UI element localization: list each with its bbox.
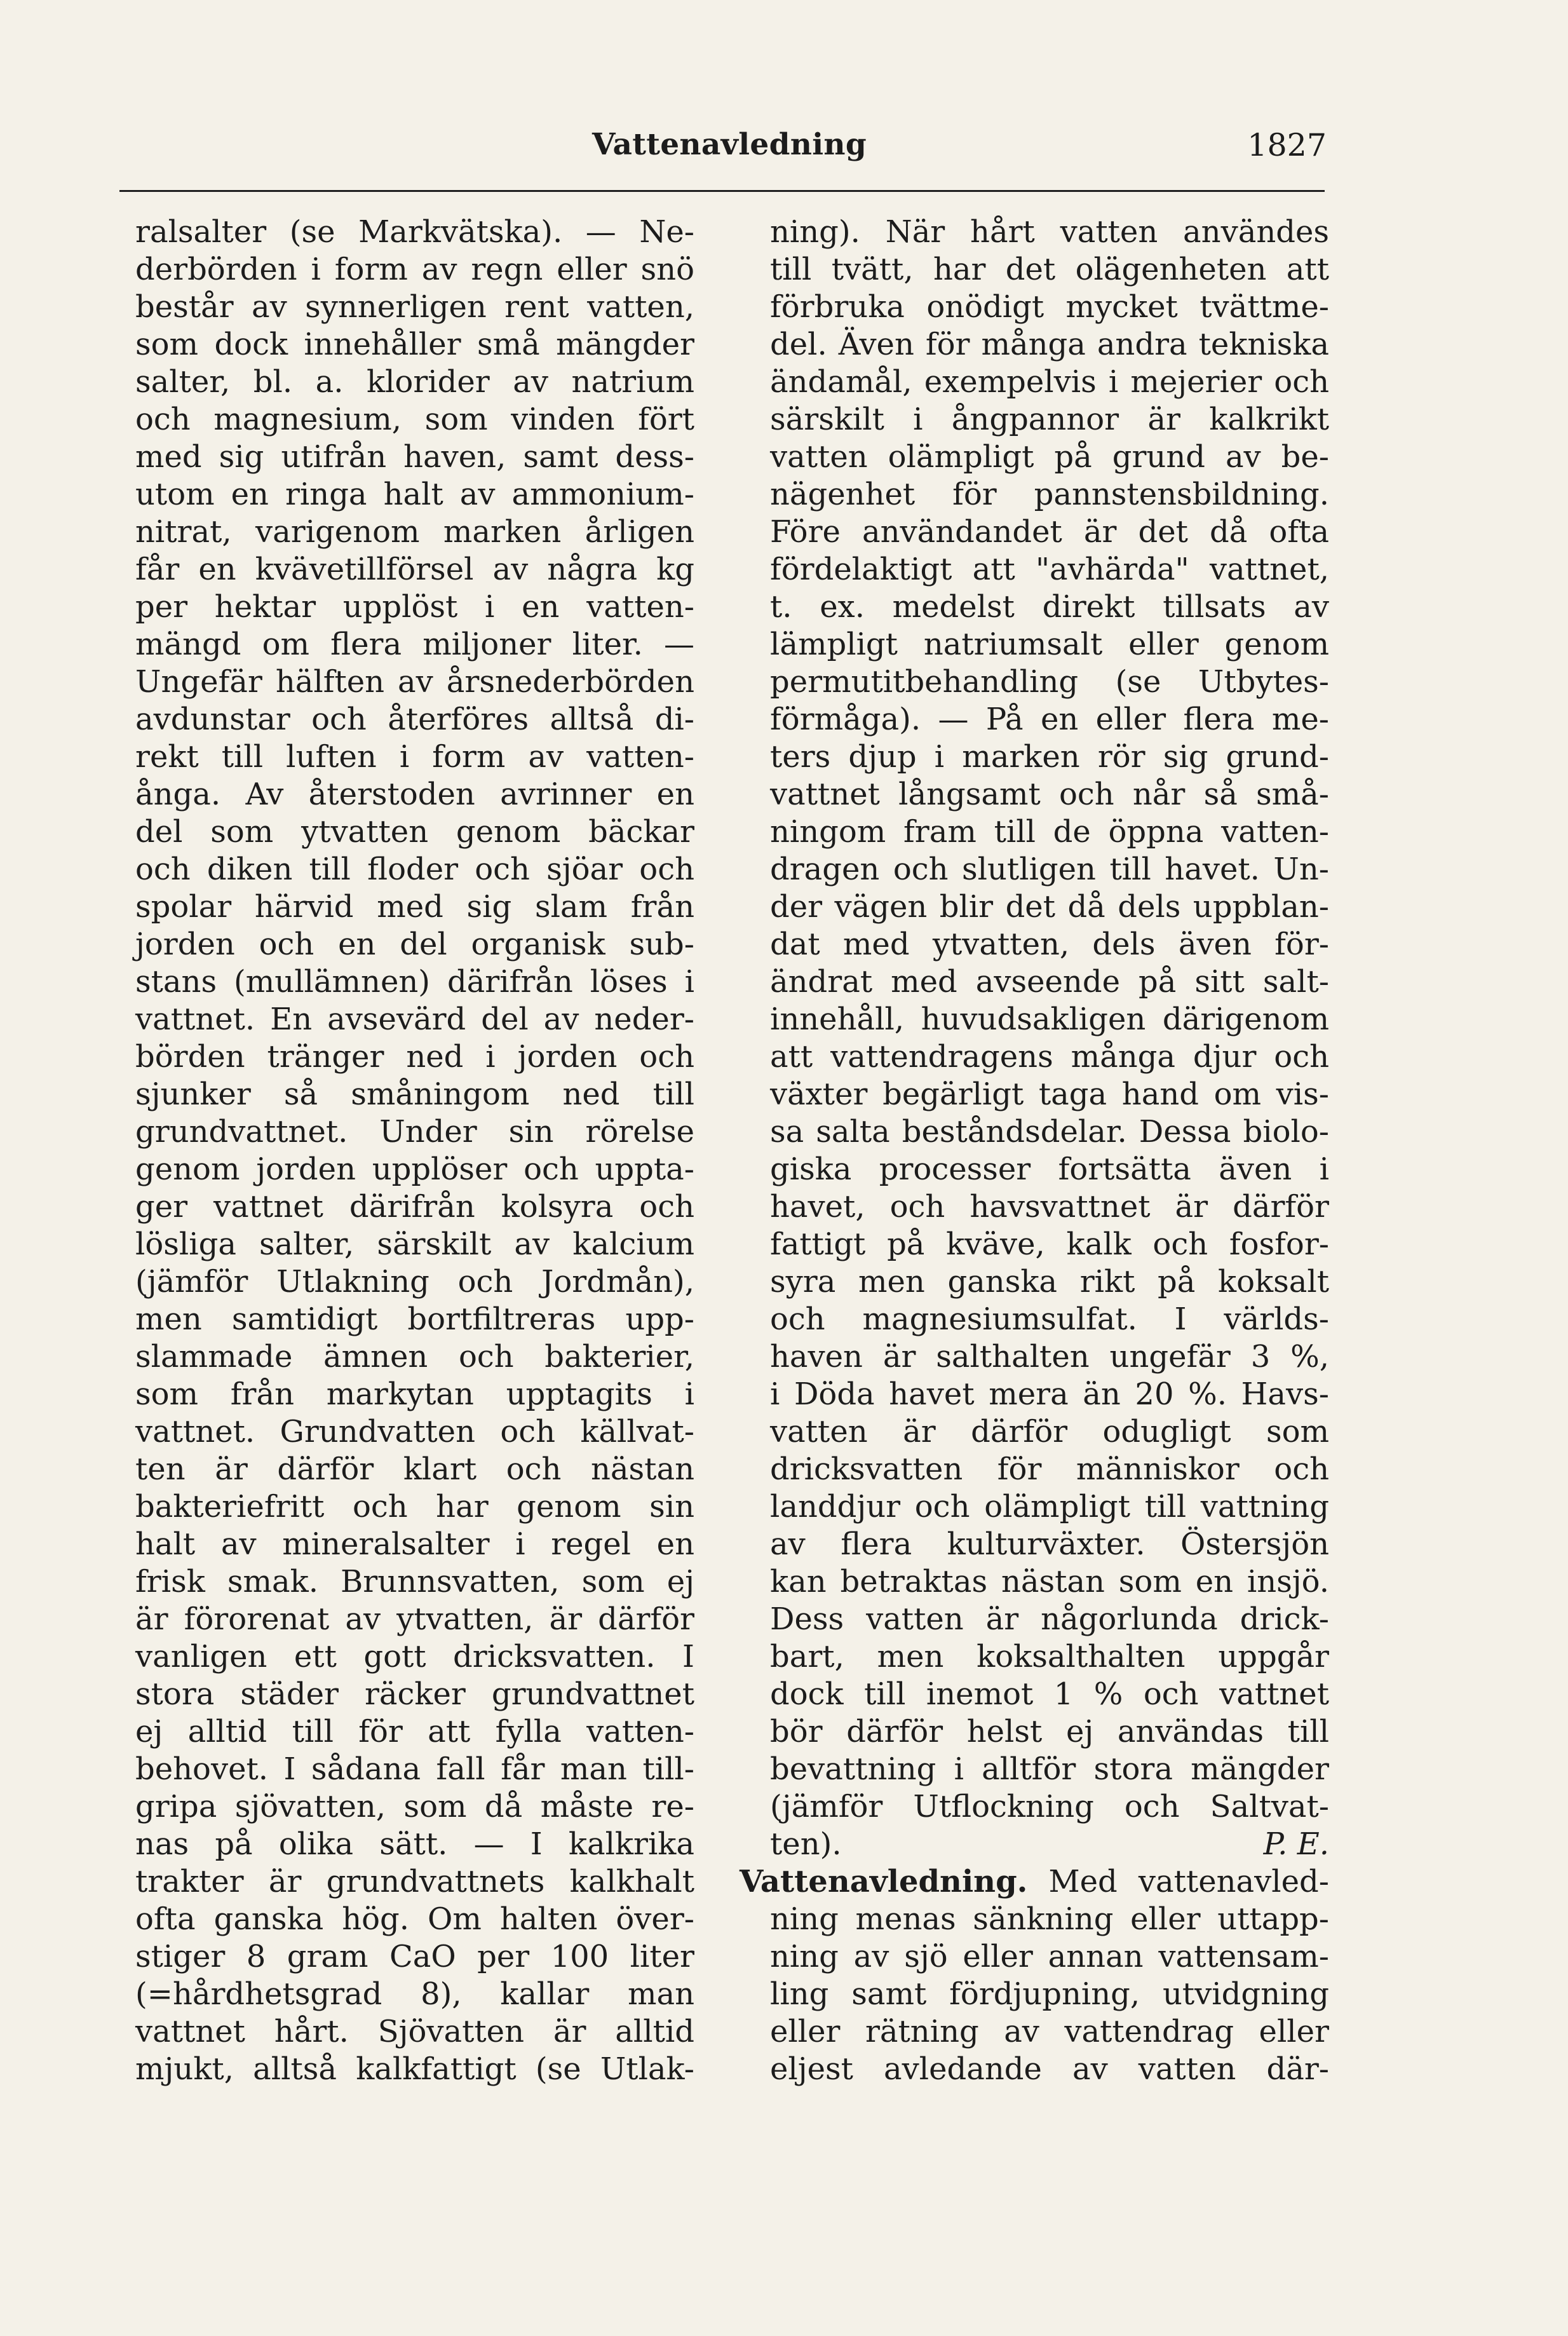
text-line: ånga. Av återstoden avrinner en: [135, 777, 694, 812]
text-line: ger vattnet därifrån kolsyra och: [135, 1189, 694, 1225]
text-line: särskilt i ångpannor är kalkrikt: [770, 402, 1329, 437]
text-line: utom en ringa halt av ammonium-: [135, 477, 694, 512]
text-line: dock till inemot 1 % och vattnet: [770, 1676, 1329, 1712]
text-line: der vägen blir det då dels uppblan-: [770, 889, 1329, 925]
text-line: t. ex. medelst direkt tillsats av: [770, 589, 1329, 625]
left-column: [135, 214, 694, 2088]
right-column: [740, 214, 1329, 2088]
text-line: sa salta beståndsdelar. Dessa biolo-: [770, 1114, 1329, 1150]
text-line: behovet. I sådana fall får man till-: [135, 1751, 694, 1787]
text-line: avdunstar och återföres alltså di-: [135, 702, 694, 737]
text-line: ten är därför klart och nästan: [135, 1451, 694, 1487]
text-line: ning). När hårt vatten användes: [770, 214, 1329, 250]
text-line: dat med ytvatten, dels även för-: [770, 927, 1329, 962]
text-line: Dess vatten är någorlunda drick-: [770, 1601, 1329, 1637]
text-line: genom jorden upplöser och uppta-: [135, 1151, 694, 1187]
text-line: giska processer fortsätta även i: [770, 1151, 1329, 1187]
text-line: permutitbehandling (se Utbytes-: [770, 664, 1329, 700]
text-line: eljest avledande av vatten där-: [770, 2051, 1329, 2087]
text-line: nitrat, varigenom marken årligen: [135, 514, 694, 550]
signature-line-text: ten).: [770, 1826, 842, 1862]
text-line: i Döda havet mera än 20 %. Havs-: [770, 1376, 1329, 1412]
text-line: består av synnerligen rent vatten,: [135, 289, 694, 325]
text-line: men samtidigt bortfiltreras upp-: [135, 1301, 694, 1337]
text-line: bevattning i alltför stora mängder: [770, 1751, 1329, 1787]
text-line: och magnesiumsulfat. I världs-: [770, 1301, 1329, 1337]
entry-first-line-text: Med vattenavled-: [1048, 1864, 1329, 1899]
text-line: derbörden i form av regn eller snö: [135, 252, 694, 287]
text-line: vattnet hårt. Sjövatten är alltid: [135, 2014, 694, 2049]
text-line: (=hårdhetsgrad 8), kallar man: [135, 1976, 694, 2012]
text-line: ralsalter (se Markvätska). — Ne-: [135, 214, 694, 250]
text-line: lämpligt natriumsalt eller genom: [770, 627, 1329, 662]
text-line: och magnesium, som vinden fört: [135, 402, 694, 437]
text-line: som från markytan upptagits i: [135, 1376, 694, 1412]
text-line: ters djup i marken rör sig grund-: [770, 739, 1329, 775]
text-line: bart, men koksalthalten uppgår: [770, 1639, 1329, 1674]
text-line: lösliga salter, särskilt av kalcium: [135, 1226, 694, 1262]
text-line: dricksvatten för människor och: [770, 1451, 1329, 1487]
text-line: sjunker så småningom ned till: [135, 1076, 694, 1112]
text-line: stiger 8 gram CaO per 100 liter: [135, 1939, 694, 1974]
text-line: ofta ganska hög. Om halten över-: [135, 1901, 694, 1937]
text-line: får en kvävetillförsel av några kg: [135, 552, 694, 587]
text-line: börden tränger ned i jorden och: [135, 1039, 694, 1075]
text-line: fattigt på kväve, kalk och fosfor-: [770, 1226, 1329, 1262]
text-line: förmåga). — På en eller flera me-: [770, 702, 1329, 737]
text-line: kan betraktas nästan som en insjö.: [770, 1564, 1329, 1599]
text-line: fördelaktigt att "avhärda" vattnet,: [770, 552, 1329, 587]
text-line: grundvattnet. Under sin rörelse: [135, 1114, 694, 1150]
text-line: del som ytvatten genom bäckar: [135, 814, 694, 850]
text-line: spolar härvid med sig slam från: [135, 889, 694, 925]
text-line: frisk smak. Brunnsvatten, som ej: [135, 1564, 694, 1599]
text-line: stora städer räcker grundvattnet: [135, 1676, 694, 1712]
text-line: mjukt, alltså kalkfattigt (se Utlak-: [135, 2051, 694, 2087]
text-line: innehåll, huvudsakligen därigenom: [770, 1002, 1329, 1037]
text-line: eller rätning av vattendrag eller: [770, 2014, 1329, 2049]
text-line: är förorenat av ytvatten, är därför: [135, 1601, 694, 1637]
text-line: vatten olämpligt på grund av be-: [770, 439, 1329, 475]
running-head: Vattenavledning: [592, 127, 867, 162]
text-line: av flera kulturväxter. Östersjön: [770, 1526, 1329, 1562]
signature-line: [770, 1826, 1329, 1863]
text-line: vanligen ett gott dricksvatten. I: [135, 1639, 694, 1674]
text-line: nas på olika sätt. — I kalkrika: [135, 1826, 694, 1862]
text-line: havet, och havsvattnet är därför: [770, 1189, 1329, 1225]
author-signature: P. E.: [1263, 1826, 1329, 1862]
entry-headword: Vattenavledning.: [740, 1864, 1028, 1899]
text-line: syra men ganska rikt på koksalt: [770, 1264, 1329, 1300]
text-line: Före användandet är det då ofta: [770, 514, 1329, 550]
text-line: ningom fram till de öppna vatten-: [770, 814, 1329, 850]
text-line: trakter är grundvattnets kalkhalt: [135, 1864, 694, 1899]
text-line: dragen och slutligen till havet. Un-: [770, 852, 1329, 887]
text-line: stans (mullämnen) därifrån löses i: [135, 964, 694, 1000]
text-line: gripa sjövatten, som då måste re-: [135, 1789, 694, 1824]
text-line: slammade ämnen och bakterier,: [135, 1339, 694, 1375]
text-line: Ungefär hälften av årsnederbörden: [135, 664, 694, 700]
text-line: nägenhet för pannstensbildning.: [770, 477, 1329, 512]
text-line: med sig utifrån haven, samt dess-: [135, 439, 694, 475]
text-line: till tvätt, har det olägenheten att: [770, 252, 1329, 287]
entry-body: [770, 1901, 1329, 2088]
text-line: ej alltid till för att fylla vatten-: [135, 1714, 694, 1749]
text-line: per hektar upplöst i en vatten-: [135, 589, 694, 625]
text-line: ning av sjö eller annan vattensam-: [770, 1939, 1329, 1974]
text-line: förbruka onödigt mycket tvättme-: [770, 289, 1329, 325]
right-column-body: [770, 214, 1329, 1826]
text-line: haven är salthalten ungefär 3 %,: [770, 1339, 1329, 1375]
text-line: vatten är därför odugligt som: [770, 1414, 1329, 1450]
text-line: att vattendragens många djur och: [770, 1039, 1329, 1075]
text-line: vattnet. Grundvatten och källvat-: [135, 1414, 694, 1450]
text-line: jorden och en del organisk sub-: [135, 927, 694, 962]
entry-first-line: [740, 1863, 1329, 1901]
text-line: vattnet långsamt och når så små-: [770, 777, 1329, 812]
text-line: ning menas sänkning eller uttapp-: [770, 1901, 1329, 1937]
text-line: landdjur och olämpligt till vattning: [770, 1489, 1329, 1525]
text-line: växter begärligt taga hand om vis-: [770, 1076, 1329, 1112]
header-rule: [119, 190, 1325, 192]
text-line: ändrat med avseende på sitt salt-: [770, 964, 1329, 1000]
page-number: 1827: [1247, 127, 1327, 163]
text-line: rekt till luften i form av vatten-: [135, 739, 694, 775]
text-line: ling samt fördjupning, utvidgning: [770, 1976, 1329, 2012]
text-line: mängd om flera miljoner liter. —: [135, 627, 694, 662]
text-line: ändamål, exempelvis i mejerier och: [770, 364, 1329, 400]
text-line: salter, bl. a. klorider av natrium: [135, 364, 694, 400]
text-line: (jämför Utflockning och Saltvat-: [770, 1789, 1329, 1824]
text-line: bör därför helst ej användas till: [770, 1714, 1329, 1749]
text-line: bakteriefritt och har genom sin: [135, 1489, 694, 1525]
text-line: som dock innehåller små mängder: [135, 327, 694, 362]
text-line: halt av mineralsalter i regel en: [135, 1526, 694, 1562]
text-line: (jämför Utlakning och Jordmån),: [135, 1264, 694, 1300]
text-line: vattnet. En avsevärd del av neder-: [135, 1002, 694, 1037]
text-line: del. Även för många andra tekniska: [770, 327, 1329, 362]
text-line: och diken till floder och sjöar och: [135, 852, 694, 887]
